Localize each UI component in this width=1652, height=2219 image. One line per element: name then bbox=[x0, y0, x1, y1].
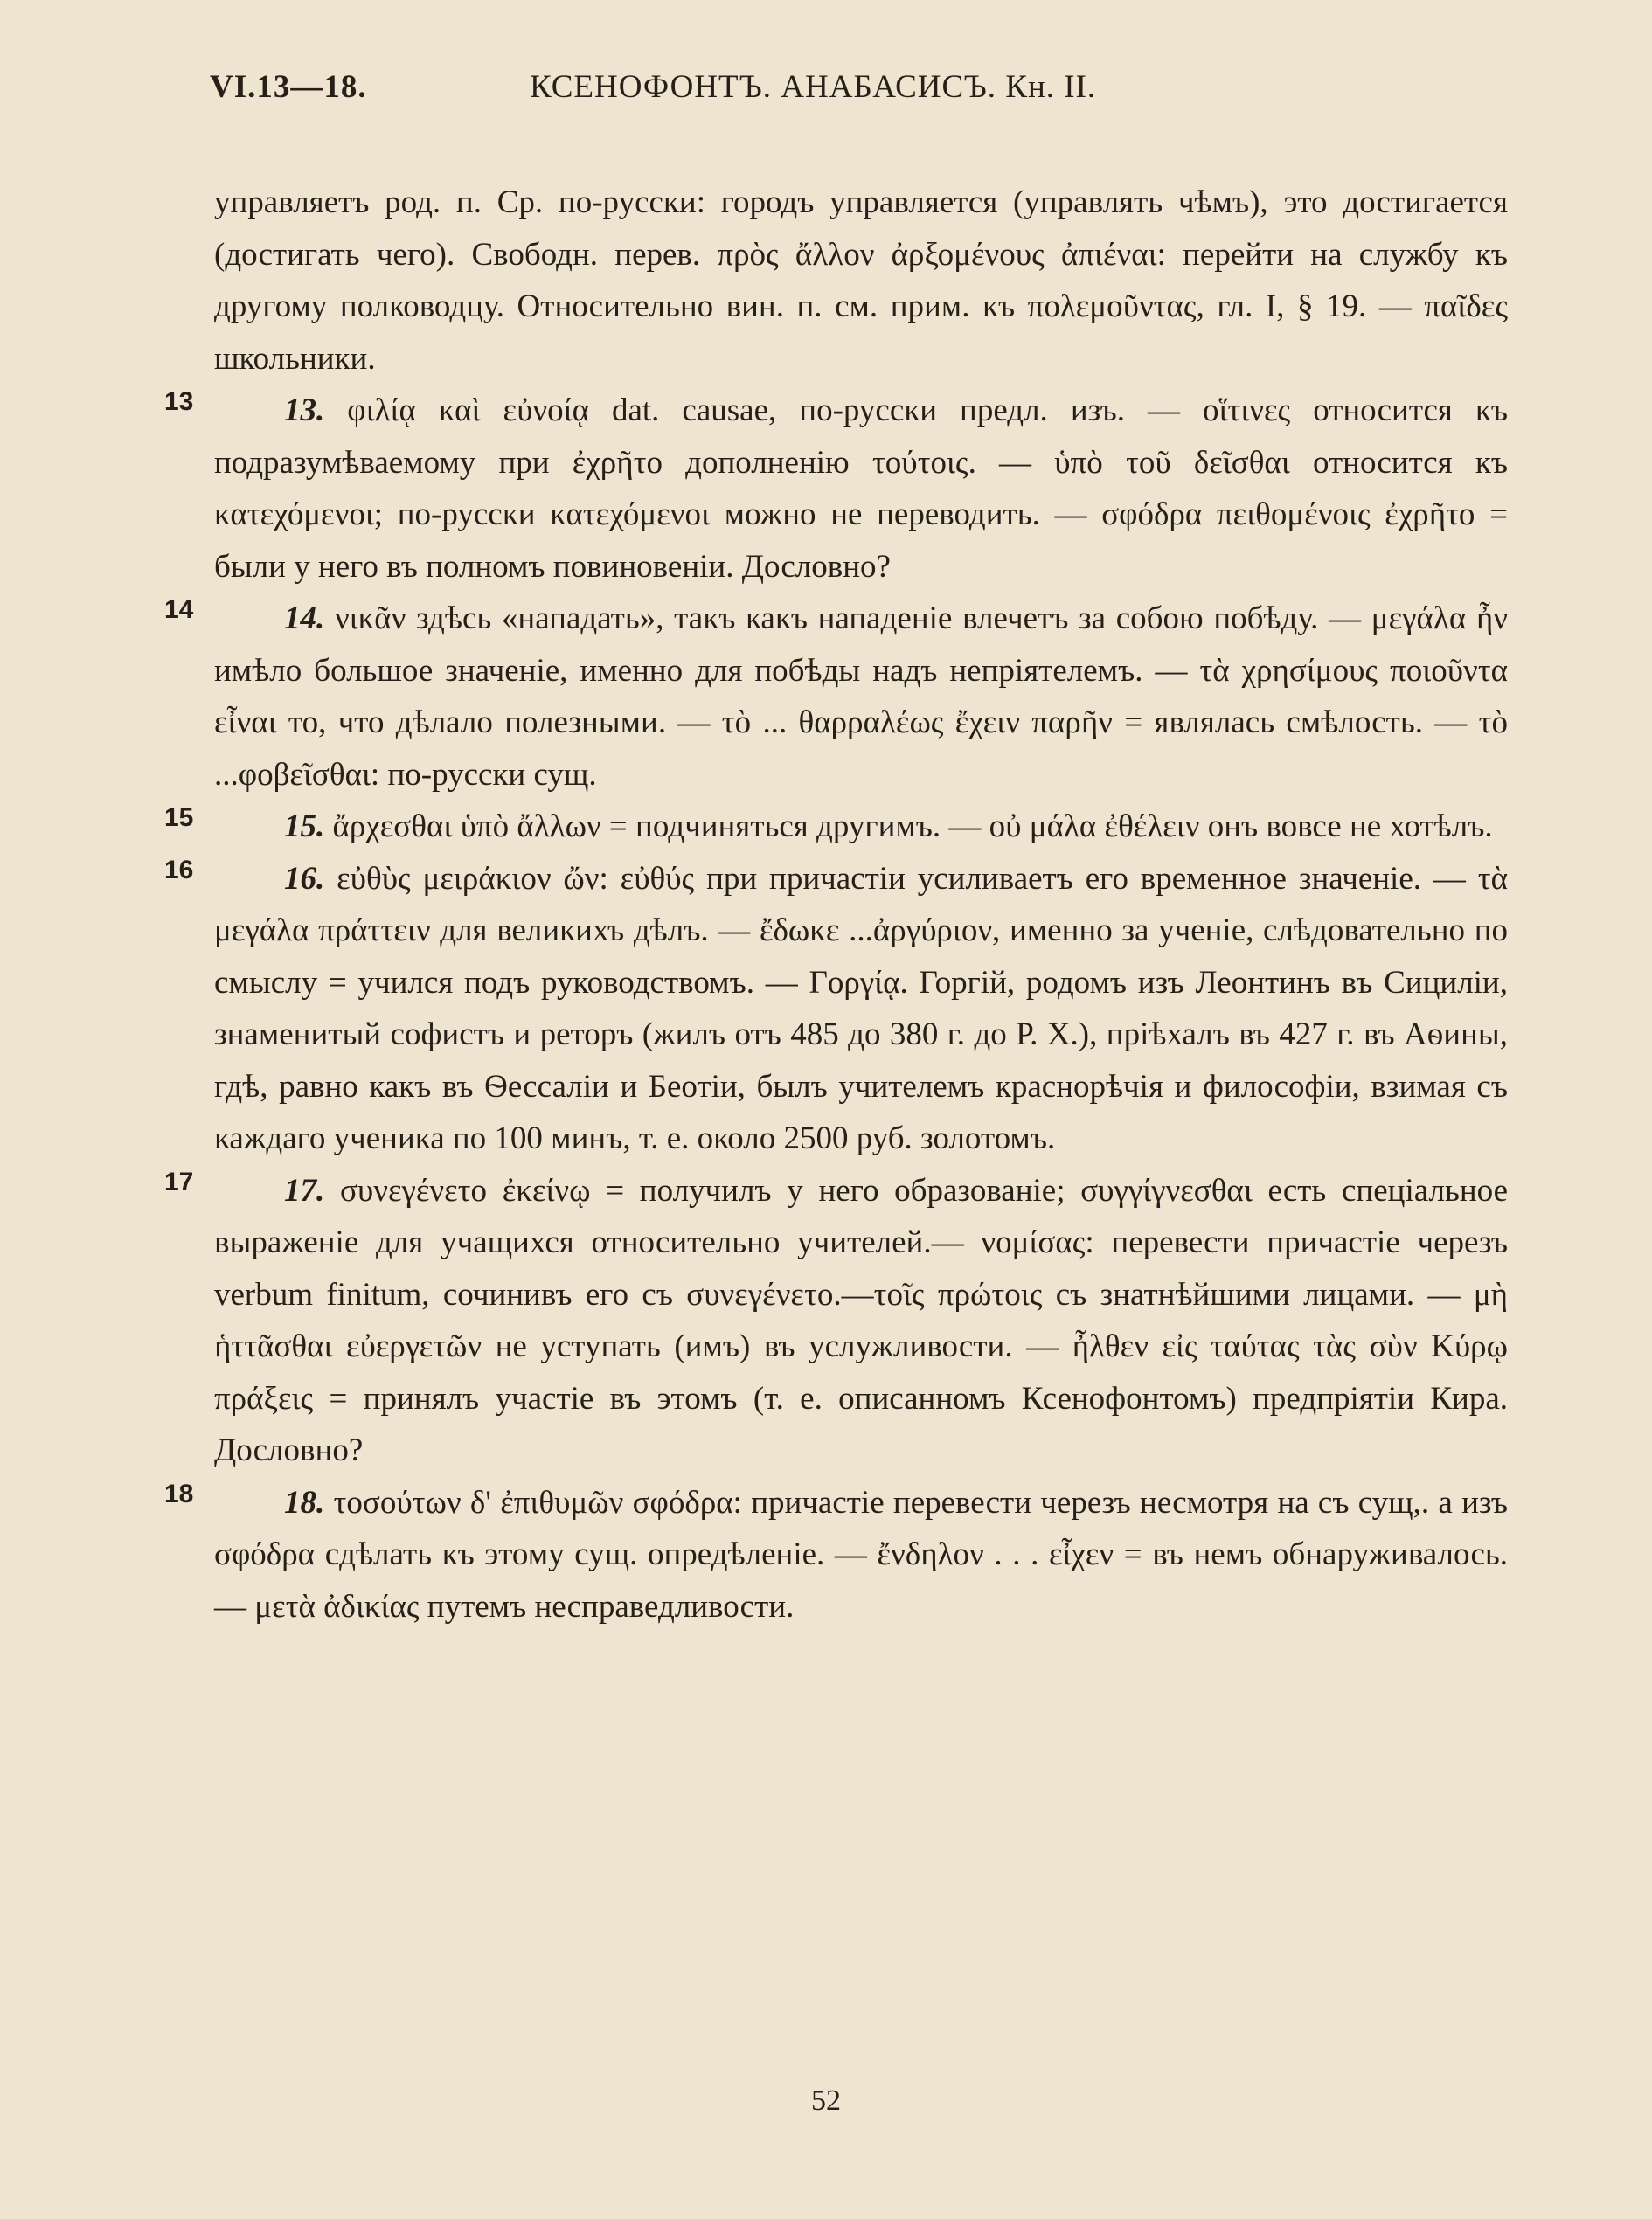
note-17 bbox=[164, 1165, 1508, 1477]
note-number: 16. bbox=[284, 860, 325, 897]
note-16 bbox=[164, 853, 1508, 1165]
margin-number: 18 bbox=[164, 1479, 194, 1508]
note-number: 14. bbox=[284, 600, 325, 636]
note-number: 15. bbox=[284, 808, 325, 844]
note-text: εὐθὺς μειράκιον ὤν: εὐθύς при причастіи усиливаетъ его временное значеніе. — τὰ μεγάλα πράττειν для великихъ дѣлъ. — ἔδωκε ...ἀργύριον, именно за ученіе, слѣдовательно по смыслу = учился подъ руководствомъ. — Γοργίᾳ. Горгій, родомъ изъ Леонтинъ въ Сициліи, знаменитый софистъ и реторъ (жилъ отъ 485 до 380 г. до Р. Х.), пріѣхалъ въ 427 г. въ Аѳины, гдѣ, равно какъ въ Ѳессаліи и Беотіи, былъ учителемъ краснорѣчія и философіи, взимая съ каждаго ученика по 100 минъ, т. е. около 2500 руб. золотомъ. bbox=[214, 860, 1508, 1156]
commentary-text bbox=[164, 177, 1509, 1633]
section-ref: VI.13—18. bbox=[210, 69, 367, 105]
margin-number: 15 bbox=[164, 803, 194, 832]
note-13 bbox=[164, 385, 1509, 593]
margin-number: 13 bbox=[164, 387, 194, 416]
note-text: φιλίᾳ καὶ εὐνοίᾳ dat. causae, по-русски предл. изъ. — οἵτινες относится къ подразумѣваемому при ἐχρῆτο дополненію τούτοις. — ὑπὸ τοῦ δεῖσθαι относится къ κατεχόμενοι; по-русски κατεχόμενοι можно не переводить. — σφόδρα πειθομένοις ἐχρῆτο = были у него въ полномъ повиновеніи. Дословно? bbox=[214, 392, 1509, 585]
note-number: 13. bbox=[284, 392, 325, 428]
note-text: ἄρχεσθαι ὑπὸ ἄλλων = подчиняться другимъ. — οὐ μάλα ἐθέλειν онъ вовсе не хотѣлъ. bbox=[332, 808, 1493, 844]
note-18 bbox=[164, 1477, 1508, 1633]
note-text: управляетъ род. п. Ср. по-русски: городъ управляется (управлять чѣмъ), это достигается (достигать чего). Свободн. перев. πρὸς ἄλλον ἀρξομένους ἀπιέναι: перейти на службу къ другому полководцу. Относительно вин. п. см. прим. къ πολεμοῦντας, гл. I, § 19. — παῖδες школьники. bbox=[214, 184, 1508, 377]
note-15 bbox=[164, 801, 1508, 853]
margin-number: 17 bbox=[164, 1167, 194, 1196]
note-number: 18. bbox=[284, 1484, 325, 1521]
note-continuation bbox=[214, 177, 1508, 385]
note-14 bbox=[164, 593, 1509, 801]
running-title: КСЕНОФОНТЪ. АНАБАСИСЪ. Кн. II. bbox=[530, 69, 1097, 105]
note-text: νικᾶν здѣсь «нападать», такъ какъ нападеніе влечетъ за собою побѣду. — μεγάλα ἦν имѣло большое значеніе, именно для побѣды надъ непріятелемъ. — τὰ χρησίμους ποιοῦντα εἶναι то, что дѣлало полезными. — τὸ ... θαρραλέως ἔχειν παρῆν = являлась смѣлость. — τὸ ...φοβεῖσθαι: по-русски сущ. bbox=[214, 600, 1509, 793]
margin-number: 16 bbox=[164, 855, 194, 884]
note-text: τοσούτων δ' ἐπιθυμῶν σφόδρα: причастіе перевести черезъ несмотря на съ сущ,. а изъ σφόδρα сдѣлать къ этому сущ. опредѣленіе. — ἔνδηλον . . . εἶχεν = въ немъ обнаруживалось. — μετὰ ἀδικίας путемъ несправедливости. bbox=[214, 1484, 1508, 1625]
note-number: 17. bbox=[284, 1172, 325, 1209]
margin-number: 14 bbox=[164, 595, 194, 624]
page-number: 52 bbox=[811, 2084, 841, 2117]
note-text: συνεγένετο ἐκείνῳ = получилъ у него образованіе; συγγίγνεσθαι есть спеціальное выраженіе для учащихся относительно учителей.— νομίσας: перевести причастіе черезъ verbum finitum, сочинивъ его съ συνεγένετο.—τοῖς πρώτοις съ знатнѣйшими лицами. — μὴ ἡττᾶσθαι εὐεργετῶν не уступать (имъ) въ услужливости. — ἦλθεν εἰς ταύτας τὰς σὺν Κύρῳ πράξεις = принялъ участіе въ этомъ (т. е. описанномъ Ксенофонтомъ) предпріятіи Кира. Дословно? bbox=[214, 1172, 1508, 1468]
